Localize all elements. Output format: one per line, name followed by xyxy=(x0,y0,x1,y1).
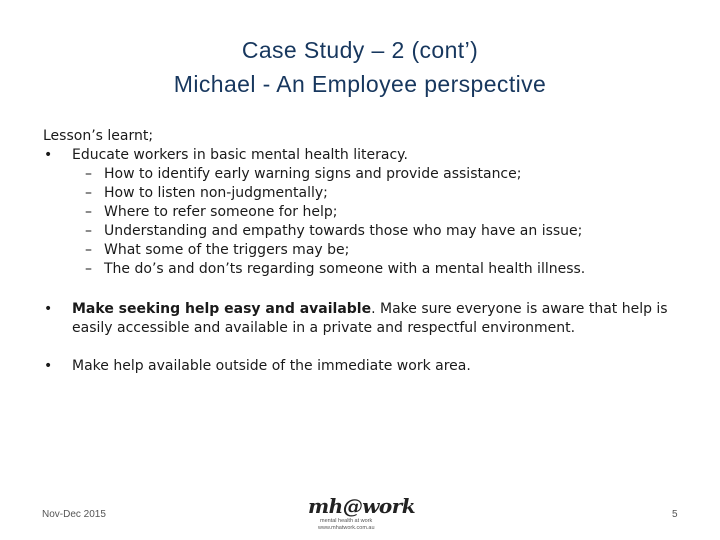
dash-marker: – xyxy=(85,185,92,201)
page-number: 5 xyxy=(672,509,678,520)
bullet-seeking-help-bold: Make seeking help easy and available xyxy=(72,301,372,317)
sub-item-text: How to identify early warning signs and provide assistance; xyxy=(104,166,522,182)
bullet-educate-text: Educate workers in basic mental health literacy. xyxy=(72,147,408,163)
dash-marker: – xyxy=(85,223,92,239)
dash-marker: – xyxy=(85,204,92,220)
bullet-marker: • xyxy=(44,147,53,163)
title-line-2: Michael - An Employee perspective xyxy=(173,71,547,97)
bullet-outside-text: Make help available outside of the immediate work area. xyxy=(72,358,471,374)
sub-item-dos-donts xyxy=(43,260,629,279)
dash-marker: – xyxy=(85,261,92,277)
logo-wordmark: mh@work xyxy=(308,494,416,518)
bullet-seeking-help xyxy=(43,300,683,338)
bullet-marker: • xyxy=(44,358,53,374)
sub-item-empathy xyxy=(43,222,629,241)
sub-item-text: What some of the triggers may be; xyxy=(104,242,350,258)
sub-item-triggers xyxy=(43,241,629,260)
bullet-educate xyxy=(43,146,683,165)
mhatwork-logo xyxy=(306,494,416,538)
sub-item-refer xyxy=(43,203,629,222)
logo-url: www.mhatwork.com.au xyxy=(318,525,375,531)
title-line-1: Case Study – 2 (cont’) xyxy=(241,37,479,63)
sub-item-text: How to listen non-judgmentally; xyxy=(104,185,328,201)
sub-item-warning-signs xyxy=(43,165,629,184)
slide-title xyxy=(0,33,720,101)
logo-tagline: mental health at work xyxy=(320,518,373,524)
dash-marker: – xyxy=(85,242,92,258)
bullet-marker: • xyxy=(44,301,53,317)
bullet-seeking-help-text: . Make sure everyone is aware that help is easily accessible and available in a private and respectful environment. xyxy=(72,301,668,336)
slide-body xyxy=(43,127,683,376)
footer-date: Nov-Dec 2015 xyxy=(42,509,106,520)
dash-marker: – xyxy=(85,166,92,182)
bullet-outside-work-area xyxy=(43,357,683,376)
lessons-heading: Lesson’s learnt; xyxy=(43,128,154,144)
sub-item-text: Understanding and empathy towards those who may have an issue; xyxy=(104,223,583,239)
sub-item-text: Where to refer someone for help; xyxy=(104,204,338,220)
sub-item-listen xyxy=(43,184,629,203)
sub-item-text: The do’s and don’ts regarding someone with a mental health illness. xyxy=(104,261,586,277)
